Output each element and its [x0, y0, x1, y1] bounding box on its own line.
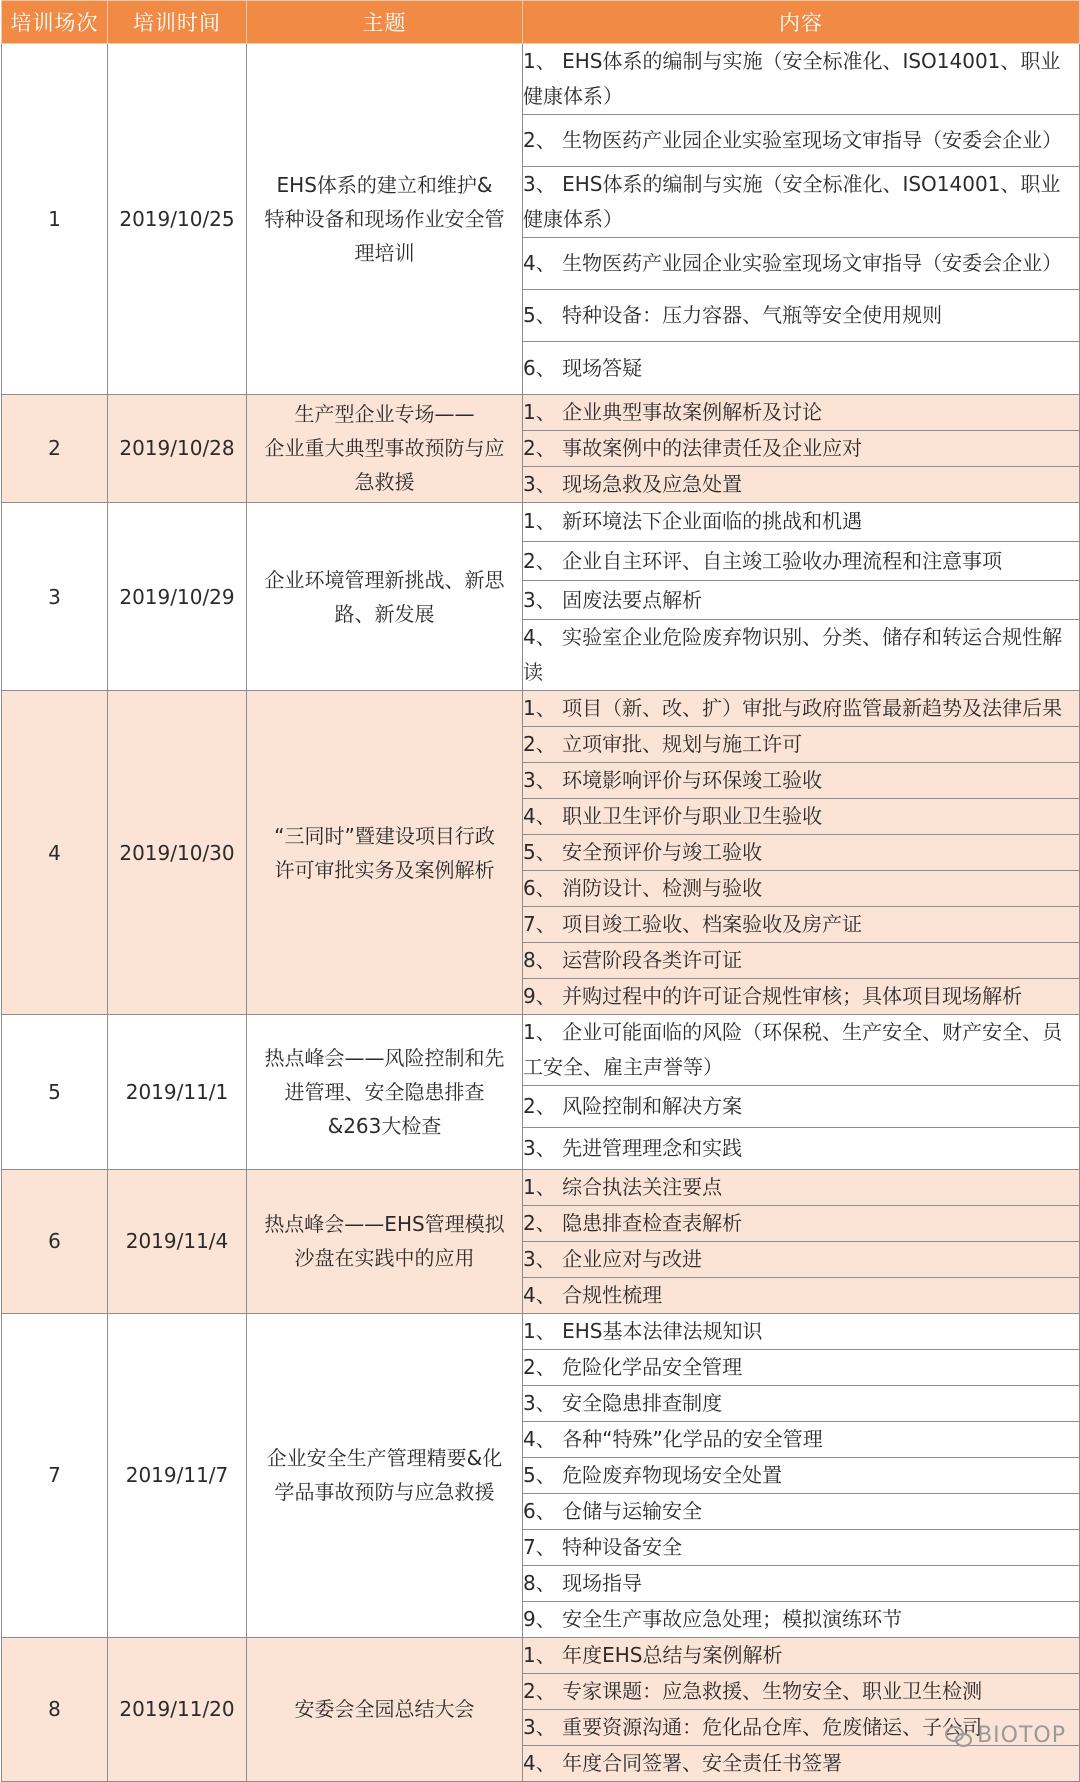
content-item: 2、 生物医药产业园企业实验室现场文审指导（安委会企业）: [523, 115, 1080, 167]
content-item: 5、 安全预评价与竣工验收: [523, 835, 1080, 871]
session-topic: [247, 44, 523, 395]
session-number: 6: [2, 1169, 108, 1313]
header-content: 内容: [523, 1, 1080, 44]
table-row: [2, 44, 1080, 115]
content-item: 3、 先进管理理念和实践: [523, 1128, 1080, 1170]
topic-line: 企业安全生产管理精要&化: [266, 1446, 503, 1471]
content-item: 1、 综合执法关注要点: [523, 1169, 1080, 1205]
table-row: [2, 1637, 1080, 1673]
topic-line: EHS体系的建立和维护&: [276, 172, 493, 197]
content-item: 4、 实验室企业危险废弃物识别、分类、储存和转运合规性解读: [523, 620, 1080, 691]
watermark-text: BIOTOP: [977, 1723, 1066, 1748]
topic-line: 路、新发展: [334, 601, 435, 626]
content-item: 6、 仓储与运输安全: [523, 1493, 1080, 1529]
topic-line: 急救援: [354, 470, 415, 495]
content-item: 9、 安全生产事故应急处理；模拟演练环节: [523, 1601, 1080, 1637]
content-item: 2、 企业自主环评、自主竣工验收办理流程和注意事项: [523, 541, 1080, 580]
content-item: 1、 EHS基本法律法规知识: [523, 1313, 1080, 1349]
topic-line: 热点峰会——风险控制和先: [264, 1046, 505, 1071]
content-item: 4、 年度合同签署、安全责任书签署: [523, 1745, 1080, 1781]
session-group: [2, 691, 1080, 1015]
content-item: 4、 各种“特殊”化学品的安全管理: [523, 1421, 1080, 1457]
session-topic: [247, 1169, 523, 1313]
content-item: 3、 环境影响评价与环保竣工验收: [523, 763, 1080, 799]
session-topic: [247, 1637, 523, 1781]
topic-line: 理培训: [354, 240, 415, 265]
content-item: 3、 重要资源沟通：危化品仓库、危废储运、子公司: [523, 1709, 1080, 1745]
session-date: 2019/11/1: [108, 1015, 247, 1169]
topic-line: 生产型企业专场——: [294, 402, 475, 427]
content-item: 6、 现场答疑: [523, 342, 1080, 394]
topic-line: “三同时”暨建设项目行政: [274, 823, 495, 848]
topic-line: 企业环境管理新挑战、新思: [264, 567, 505, 592]
session-topic: [247, 691, 523, 1015]
content-item: 2、 风险控制和解决方案: [523, 1086, 1080, 1128]
content-item: 5、 危险废弃物现场安全处置: [523, 1457, 1080, 1493]
content-item: 2、 事故案例中的法律责任及企业应对: [523, 430, 1080, 466]
content-item: 2、 隐患排查检查表解析: [523, 1205, 1080, 1241]
session-number: 4: [2, 691, 108, 1015]
session-date: 2019/11/20: [108, 1637, 247, 1781]
session-topic: [247, 394, 523, 502]
session-number: 1: [2, 44, 108, 395]
session-topic: [247, 502, 523, 691]
session-group: [2, 394, 1080, 502]
topic-line: &263大检查: [327, 1114, 442, 1139]
session-number: 5: [2, 1015, 108, 1169]
session-date: 2019/11/7: [108, 1313, 247, 1637]
session-number: 3: [2, 502, 108, 691]
session-number: 7: [2, 1313, 108, 1637]
session-number: 2: [2, 394, 108, 502]
session-date: 2019/11/4: [108, 1169, 247, 1313]
table-row: [2, 691, 1080, 727]
topic-line: 许可审批实务及案例解析: [274, 857, 495, 882]
session-group: [2, 1313, 1080, 1637]
header-topic: 主题: [247, 1, 523, 44]
session-group: [2, 502, 1080, 691]
content-item: 1、 项目（新、改、扩）审批与政府监管最新趋势及法律后果: [523, 691, 1080, 727]
session-group: [2, 1637, 1080, 1781]
header-row: [2, 1, 1080, 44]
content-item: 7、 项目竣工验收、档案验收及房产证: [523, 907, 1080, 943]
session-group: [2, 44, 1080, 395]
table-row: [2, 1313, 1080, 1349]
wechat-icon: [945, 1726, 971, 1746]
content-item: 8、 现场指导: [523, 1565, 1080, 1601]
content-item: 3、 EHS体系的编制与实施（安全标准化、ISO14001、职业健康体系）: [523, 167, 1080, 238]
content-item: 1、 企业典型事故案例解析及讨论: [523, 394, 1080, 430]
session-number: 8: [2, 1637, 108, 1781]
content-item: 4、 合规性梳理: [523, 1277, 1080, 1313]
topic-line: 学品事故预防与应急救援: [274, 1480, 495, 1505]
topic-line: 热点峰会——EHS管理模拟: [264, 1212, 505, 1237]
content-item: 8、 运营阶段各类许可证: [523, 943, 1080, 979]
content-item: 6、 消防设计、检测与验收: [523, 871, 1080, 907]
session-group: [2, 1169, 1080, 1313]
table-row: [2, 394, 1080, 430]
topic-line: 企业重大典型事故预防与应: [264, 436, 505, 461]
content-item: 3、 企业应对与改进: [523, 1241, 1080, 1277]
table-header: [2, 1, 1080, 44]
session-date: 2019/10/28: [108, 394, 247, 502]
training-schedule-table: [1, 0, 1080, 1782]
content-item: 2、 危险化学品安全管理: [523, 1349, 1080, 1385]
content-item: 1、 EHS体系的编制与实施（安全标准化、ISO14001、职业健康体系）: [523, 44, 1080, 115]
table-row: [2, 502, 1080, 541]
content-item: 2、 专家课题：应急救援、生物安全、职业卫生检测: [523, 1673, 1080, 1709]
header-session: 培训场次: [2, 1, 108, 44]
session-date: 2019/10/29: [108, 502, 247, 691]
session-topic: [247, 1015, 523, 1169]
content-item: 5、 特种设备：压力容器、气瓶等安全使用规则: [523, 290, 1080, 342]
table-row: [2, 1169, 1080, 1205]
content-item: 3、 固废法要点解析: [523, 581, 1080, 620]
content-item: 3、 安全隐患排查制度: [523, 1385, 1080, 1421]
content-item: 4、 职业卫生评价与职业卫生验收: [523, 799, 1080, 835]
content-item: 1、 企业可能面临的风险（环保税、生产安全、财产安全、员工安全、雇主声誉等）: [523, 1015, 1080, 1086]
session-date: 2019/10/30: [108, 691, 247, 1015]
table-row: [2, 1015, 1080, 1086]
content-item: 7、 特种设备安全: [523, 1529, 1080, 1565]
content-item: 1、 年度EHS总结与案例解析: [523, 1637, 1080, 1673]
watermark: [945, 1723, 1066, 1748]
content-item: 3、 现场急救及应急处置: [523, 466, 1080, 502]
topic-line: 特种设备和现场作业安全管: [264, 206, 505, 231]
content-item: 2、 立项审批、规划与施工许可: [523, 727, 1080, 763]
session-date: 2019/10/25: [108, 44, 247, 395]
topic-line: 沙盘在实践中的应用: [294, 1246, 475, 1271]
content-item: 1、 新环境法下企业面临的挑战和机遇: [523, 502, 1080, 541]
content-item: 9、 并购过程中的许可证合规性审核；具体项目现场解析: [523, 979, 1080, 1015]
session-topic: [247, 1313, 523, 1637]
session-group: [2, 1015, 1080, 1169]
content-item: 4、 生物医药产业园企业实验室现场文审指导（安委会企业）: [523, 238, 1080, 290]
topic-line: 安委会全园总结大会: [294, 1697, 475, 1722]
header-time: 培训时间: [108, 1, 247, 44]
topic-line: 进管理、安全隐患排查: [284, 1080, 485, 1105]
